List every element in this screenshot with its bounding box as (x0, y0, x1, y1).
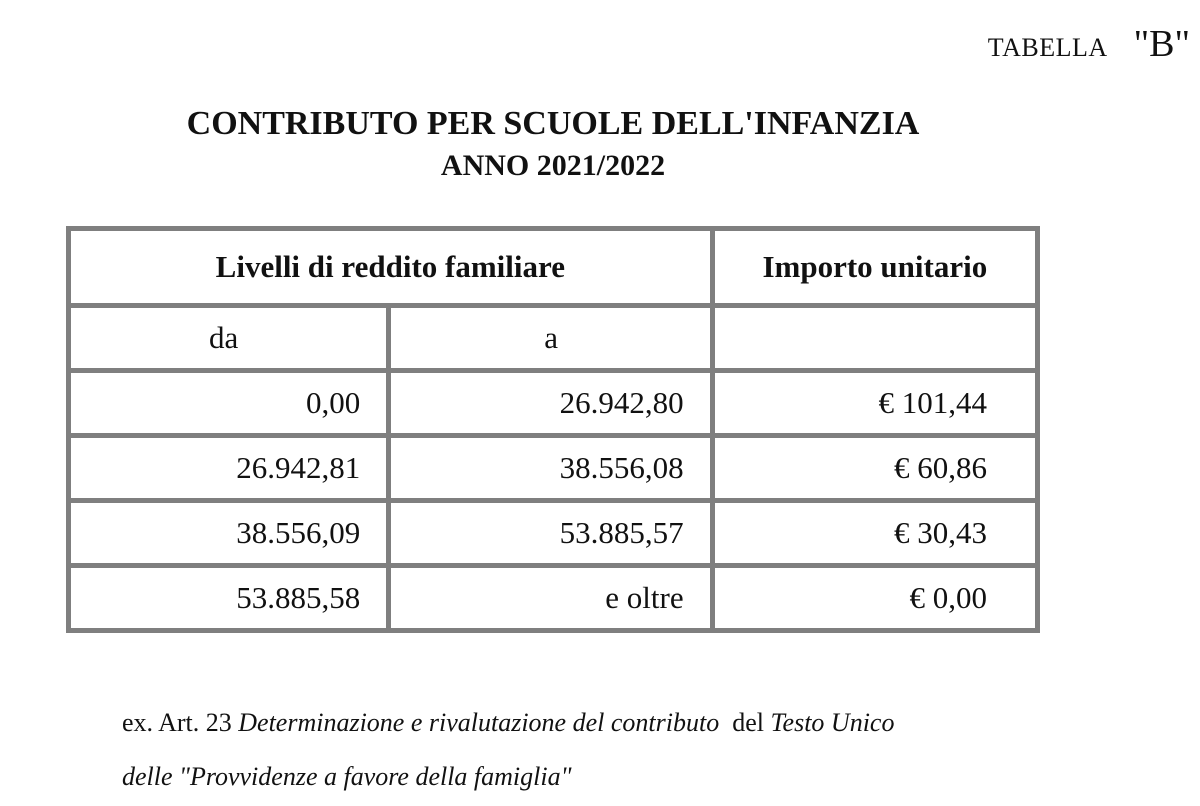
cell-to: e oltre (391, 568, 709, 628)
subheader-amount (715, 308, 1035, 368)
header-income-levels: Livelli di reddito familiare (71, 231, 710, 303)
footnote-italic-code: Testo Unico (770, 708, 895, 737)
document-title: CONTRIBUTO PER SCUOLE DELL'INFANZIA (186, 105, 920, 142)
footnote-line-2 (122, 762, 572, 792)
table-row (71, 373, 1035, 433)
tabella-word: TABELLA (987, 33, 1108, 62)
footnote-italic-title: Determinazione e rivalutazione del contributo (238, 708, 720, 737)
table-row (71, 503, 1035, 563)
footnote-mid: del (719, 708, 771, 737)
header-unit-amount: Importo unitario (715, 231, 1035, 303)
cell-amount: € 101,44 (715, 373, 1035, 433)
cell-from: 38.556,09 (71, 503, 386, 563)
subheader-to: a (391, 308, 709, 368)
cell-from: 26.942,81 (71, 438, 386, 498)
table-header-row (71, 231, 1035, 303)
footnote-prefix: ex. Art. 23 (122, 708, 239, 737)
table-subheader-row (71, 308, 1035, 368)
subheader-from: da (71, 308, 386, 368)
table-row (71, 438, 1035, 498)
cell-amount: € 30,43 (715, 503, 1035, 563)
cell-amount: € 60,86 (715, 438, 1035, 498)
cell-to: 53.885,57 (391, 503, 709, 563)
table-row (71, 568, 1035, 628)
cell-amount: € 0,00 (715, 568, 1035, 628)
document-subtitle: ANNO 2021/2022 (440, 149, 666, 182)
tabella-letter: "B" (1133, 23, 1190, 65)
footnote-line-1 (122, 708, 894, 738)
footnote-italic-law: delle "Provvidenze a favore della famiglia" (122, 762, 572, 791)
income-table (66, 226, 1040, 633)
table-label (988, 22, 1190, 66)
cell-to: 26.942,80 (391, 373, 709, 433)
cell-from: 53.885,58 (71, 568, 386, 628)
cell-from: 0,00 (71, 373, 386, 433)
cell-to: 38.556,08 (391, 438, 709, 498)
